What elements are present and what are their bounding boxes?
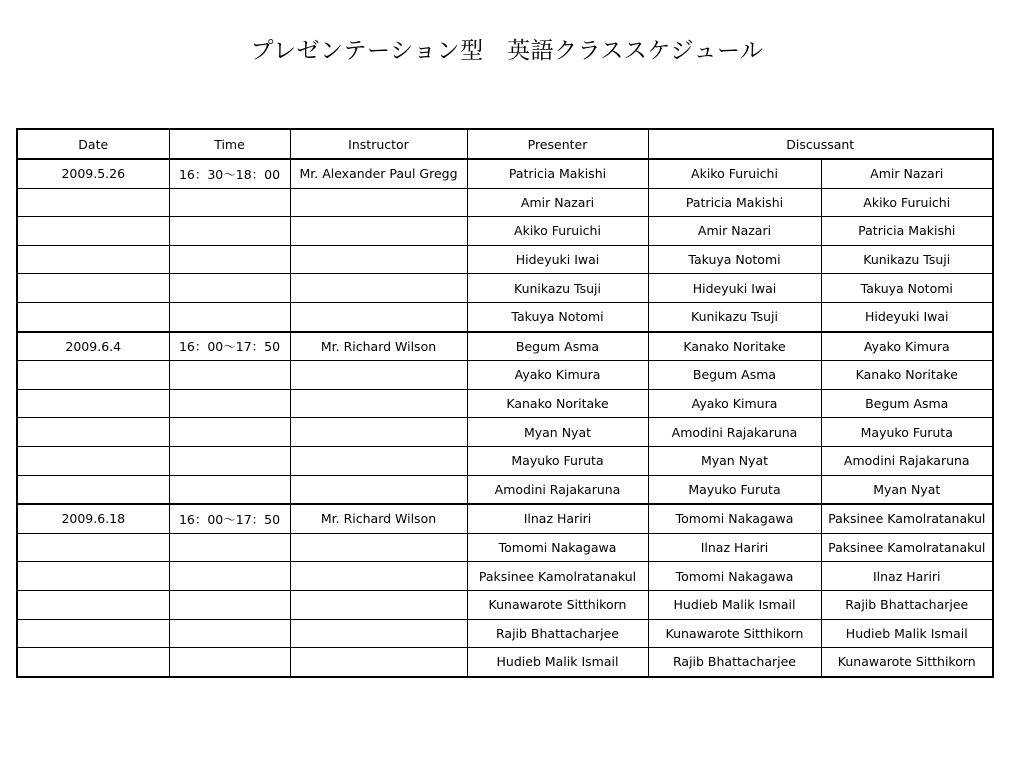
discussant-cell: Hideyuki Iwai [648, 274, 821, 303]
table-row [17, 302, 993, 331]
table-row [17, 245, 993, 274]
discussant-cell: Amir Nazari [648, 217, 821, 246]
presenter-cell: Amir Nazari [467, 188, 648, 217]
discussant-cell: Kanako Noritake [821, 361, 993, 390]
discussant-cell: Akiko Furuichi [648, 159, 821, 188]
discussant-cell: Akiko Furuichi [821, 188, 993, 217]
date-cell [17, 188, 169, 217]
instructor-cell [290, 274, 467, 303]
session-block [17, 159, 993, 332]
header-instructor: Instructor [290, 129, 467, 159]
discussant-cell: Ilnaz Hariri [821, 562, 993, 591]
date-cell [17, 446, 169, 475]
instructor-cell [290, 619, 467, 648]
presenter-cell: Kunawarote Sitthikorn [467, 590, 648, 619]
header-date: Date [17, 129, 169, 159]
date-cell [17, 418, 169, 447]
table-row [17, 562, 993, 591]
presenter-cell: Ilnaz Hariri [467, 504, 648, 533]
time-cell [169, 217, 290, 246]
date-cell [17, 361, 169, 390]
table-row [17, 590, 993, 619]
time-cell [169, 361, 290, 390]
time-cell [169, 619, 290, 648]
discussant-cell: Kunikazu Tsuji [821, 245, 993, 274]
date-cell [17, 619, 169, 648]
date-cell [17, 389, 169, 418]
time-cell: 16：00～17：50 [169, 332, 290, 361]
presenter-cell: Takuya Notomi [467, 302, 648, 331]
date-cell [17, 648, 169, 677]
instructor-cell [290, 418, 467, 447]
date-cell [17, 562, 169, 591]
instructor-cell [290, 562, 467, 591]
presenter-cell: Paksinee Kamolratanakul [467, 562, 648, 591]
table-row [17, 533, 993, 562]
date-cell [17, 274, 169, 303]
discussant-cell: Mayuko Furuta [821, 418, 993, 447]
time-cell [169, 533, 290, 562]
time-cell [169, 648, 290, 677]
date-cell [17, 245, 169, 274]
time-cell [169, 446, 290, 475]
table-row [17, 274, 993, 303]
discussant-cell: Myan Nyat [648, 446, 821, 475]
discussant-cell: Ayako Kimura [648, 389, 821, 418]
discussant-cell: Ayako Kimura [821, 332, 993, 361]
date-cell: 2009.5.26 [17, 159, 169, 188]
discussant-cell: Begum Asma [821, 389, 993, 418]
time-cell [169, 188, 290, 217]
date-cell: 2009.6.18 [17, 504, 169, 533]
session-block [17, 332, 993, 505]
presenter-cell: Kanako Noritake [467, 389, 648, 418]
discussant-cell: Paksinee Kamolratanakul [821, 504, 993, 533]
time-cell [169, 562, 290, 591]
time-cell: 16：30～18：00 [169, 159, 290, 188]
instructor-cell [290, 648, 467, 677]
instructor-cell [290, 446, 467, 475]
instructor-cell [290, 475, 467, 504]
table-row [17, 332, 993, 361]
instructor-cell [290, 533, 467, 562]
discussant-cell: Amodini Rajakaruna [821, 446, 993, 475]
instructor-cell [290, 245, 467, 274]
presenter-cell: Akiko Furuichi [467, 217, 648, 246]
presenter-cell: Myan Nyat [467, 418, 648, 447]
discussant-cell: Amir Nazari [821, 159, 993, 188]
time-cell [169, 475, 290, 504]
discussant-cell: Takuya Notomi [648, 245, 821, 274]
date-cell [17, 302, 169, 331]
header-discussant: Discussant [648, 129, 993, 159]
discussant-cell: Hudieb Malik Ismail [821, 619, 993, 648]
discussant-cell: Tomomi Nakagawa [648, 562, 821, 591]
discussant-cell: Rajib Bhattacharjee [648, 648, 821, 677]
time-cell [169, 245, 290, 274]
table-header [17, 129, 993, 159]
presenter-cell: Tomomi Nakagawa [467, 533, 648, 562]
discussant-cell: Kunawarote Sitthikorn [821, 648, 993, 677]
header-presenter: Presenter [467, 129, 648, 159]
time-cell [169, 274, 290, 303]
table-row [17, 418, 993, 447]
instructor-cell: Mr. Alexander Paul Gregg [290, 159, 467, 188]
instructor-cell [290, 217, 467, 246]
date-cell [17, 533, 169, 562]
time-cell [169, 389, 290, 418]
table-row [17, 188, 993, 217]
discussant-cell: Takuya Notomi [821, 274, 993, 303]
presenter-cell: Patricia Makishi [467, 159, 648, 188]
instructor-cell: Mr. Richard Wilson [290, 504, 467, 533]
instructor-cell: Mr. Richard Wilson [290, 332, 467, 361]
presenter-cell: Amodini Rajakaruna [467, 475, 648, 504]
header-time: Time [169, 129, 290, 159]
discussant-cell: Rajib Bhattacharjee [821, 590, 993, 619]
table-row [17, 361, 993, 390]
date-cell [17, 217, 169, 246]
date-cell [17, 590, 169, 619]
presenter-cell: Hideyuki Iwai [467, 245, 648, 274]
schedule-table [16, 128, 994, 678]
discussant-cell: Begum Asma [648, 361, 821, 390]
instructor-cell [290, 389, 467, 418]
presenter-cell: Begum Asma [467, 332, 648, 361]
presenter-cell: Kunikazu Tsuji [467, 274, 648, 303]
page-title: プレゼンテーション型 英語クラススケジュール [250, 38, 764, 64]
discussant-cell: Ilnaz Hariri [648, 533, 821, 562]
discussant-cell: Hudieb Malik Ismail [648, 590, 821, 619]
discussant-cell: Hideyuki Iwai [821, 302, 993, 331]
presenter-cell: Ayako Kimura [467, 361, 648, 390]
table-row [17, 504, 993, 533]
header-row [17, 129, 993, 159]
instructor-cell [290, 302, 467, 331]
discussant-cell: Patricia Makishi [648, 188, 821, 217]
table-row [17, 159, 993, 188]
discussant-cell: Kanako Noritake [648, 332, 821, 361]
discussant-cell: Amodini Rajakaruna [648, 418, 821, 447]
instructor-cell [290, 361, 467, 390]
discussant-cell: Tomomi Nakagawa [648, 504, 821, 533]
discussant-cell: Kunawarote Sitthikorn [648, 619, 821, 648]
presenter-cell: Hudieb Malik Ismail [467, 648, 648, 677]
table-row [17, 475, 993, 504]
session-block [17, 504, 993, 677]
table-row [17, 389, 993, 418]
table-row [17, 217, 993, 246]
time-cell [169, 590, 290, 619]
discussant-cell: Mayuko Furuta [648, 475, 821, 504]
table-row [17, 619, 993, 648]
presenter-cell: Rajib Bhattacharjee [467, 619, 648, 648]
table-row [17, 648, 993, 677]
instructor-cell [290, 590, 467, 619]
time-cell [169, 418, 290, 447]
date-cell: 2009.6.4 [17, 332, 169, 361]
table-row [17, 446, 993, 475]
instructor-cell [290, 188, 467, 217]
presenter-cell: Mayuko Furuta [467, 446, 648, 475]
discussant-cell: Patricia Makishi [821, 217, 993, 246]
discussant-cell: Kunikazu Tsuji [648, 302, 821, 331]
time-cell: 16：00～17：50 [169, 504, 290, 533]
discussant-cell: Myan Nyat [821, 475, 993, 504]
time-cell [169, 302, 290, 331]
discussant-cell: Paksinee Kamolratanakul [821, 533, 993, 562]
date-cell [17, 475, 169, 504]
